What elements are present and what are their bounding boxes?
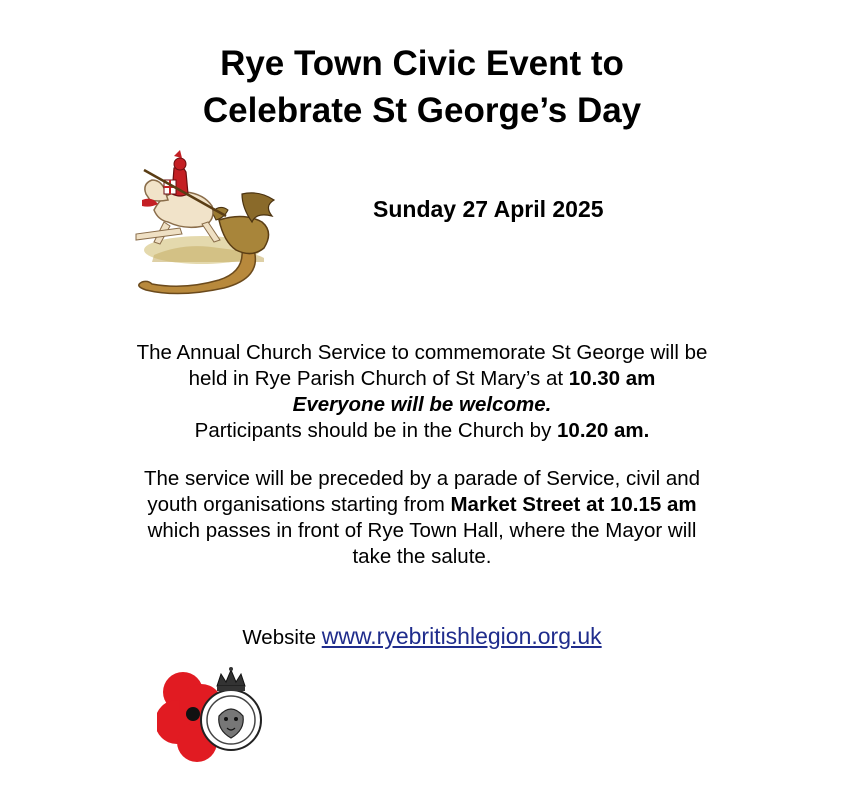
title-line-2: Celebrate St George’s Day bbox=[202, 91, 642, 130]
parade-line-2 bbox=[0, 492, 844, 518]
website-line bbox=[0, 622, 844, 652]
parade-start-location: Market Street at 10.15 am bbox=[450, 493, 697, 516]
website-label: Website bbox=[242, 626, 322, 649]
parade-paragraph bbox=[0, 466, 844, 570]
service-paragraph bbox=[0, 340, 844, 444]
participants-text: Participants should be in the Church by bbox=[194, 419, 558, 442]
parade-line-1: The service will be preceded by a parade of Service, civil and bbox=[143, 467, 701, 490]
service-location-text: held in Rye Parish Church of St Mary’s at bbox=[188, 367, 569, 390]
welcome-text: Everyone will be welcome. bbox=[292, 393, 552, 416]
parade-start-text: youth organisations starting from bbox=[147, 493, 451, 516]
parade-line-4: take the salute. bbox=[352, 545, 492, 568]
welcome-line bbox=[0, 392, 844, 418]
royal-british-legion-poppy-logo bbox=[157, 664, 267, 764]
parade-line-3: which passes in front of Rye Town Hall, where the Mayor will bbox=[147, 519, 697, 542]
service-line-1: The Annual Church Service to commemorate St George will be bbox=[136, 341, 708, 364]
service-line-2 bbox=[0, 366, 844, 392]
st-george-and-dragon-icon bbox=[124, 150, 289, 302]
event-title bbox=[0, 40, 844, 134]
participants-time: 10.20 am. bbox=[557, 419, 650, 442]
service-time: 10.30 am bbox=[568, 367, 656, 390]
title-line-1: Rye Town Civic Event to bbox=[220, 44, 624, 83]
event-date: Sunday 27 April 2025 bbox=[373, 196, 604, 222]
service-line-4 bbox=[0, 418, 844, 444]
website-link[interactable]: www.ryebritishlegion.org.uk bbox=[321, 623, 602, 649]
